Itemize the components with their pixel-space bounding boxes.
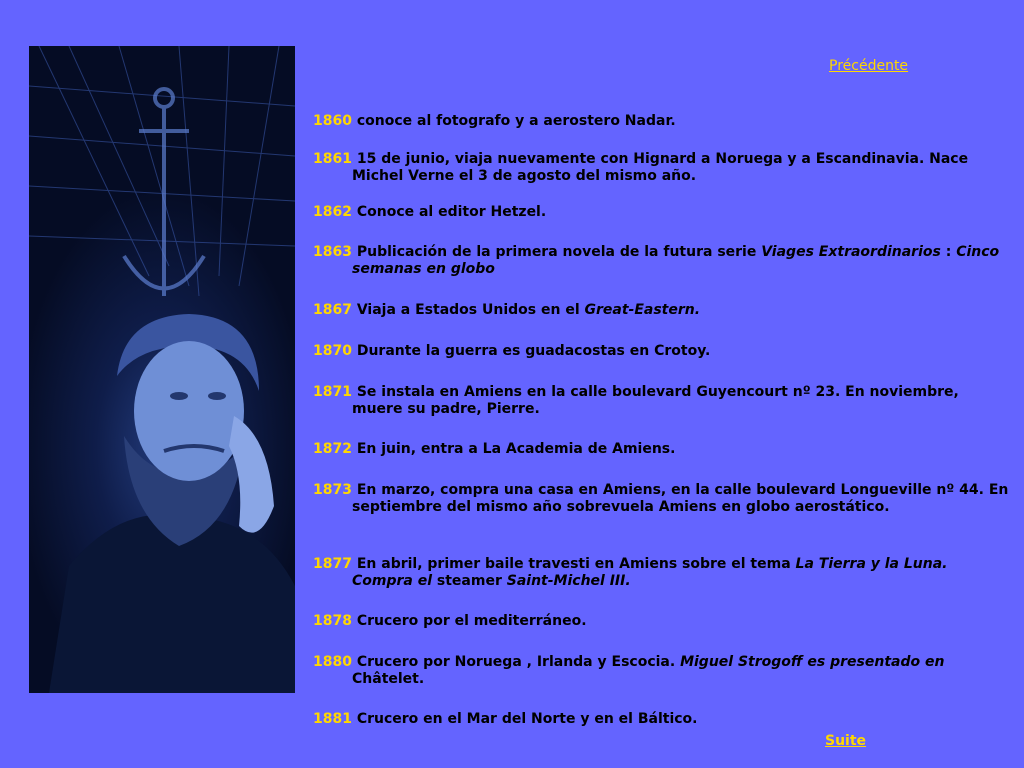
timeline-entry-1881 bbox=[313, 711, 1012, 728]
entry-year: 1873 bbox=[313, 482, 352, 498]
timeline-entry-1862 bbox=[313, 204, 1012, 221]
entry-year: 1881 bbox=[313, 711, 352, 727]
entry-year: 1861 bbox=[313, 151, 352, 167]
entry-text: conoce al fotografo y a aerostero Nadar. bbox=[351, 113, 676, 129]
entry-text: Viaja a Estados Unidos en el bbox=[351, 302, 585, 318]
entry-year: 1863 bbox=[313, 244, 352, 260]
previous-page-link[interactable]: Précédente bbox=[829, 58, 909, 74]
timeline-entry-1861 bbox=[313, 151, 1012, 185]
entry-text: En marzo, compra una casa en Amiens, en la calle boulevard Longueville nº 44. En septiembre del mismo año sobrevuela Amiens en globo aerostático. bbox=[351, 482, 1009, 515]
next-page-link[interactable]: Suite bbox=[825, 733, 867, 749]
entry-year: 1870 bbox=[313, 343, 352, 359]
entry-theme-title: La Tierra y la Luna. Compra el bbox=[352, 556, 948, 589]
entry-year: 1862 bbox=[313, 204, 352, 220]
entry-text: En abril, primer baile travesti en Amiens sobre el tema bbox=[351, 556, 796, 572]
timeline-entry-1878 bbox=[313, 613, 1012, 630]
timeline-entry-1873 bbox=[313, 482, 1012, 516]
timeline-entry-1872 bbox=[313, 441, 1012, 458]
entry-text: 15 de junio, viaja nuevamente con Hignard a Noruega y a Escandinavia. Nace Michel Verne el 3 de agosto del mismo año. bbox=[351, 151, 969, 184]
entry-text: Durante la guerra es guadacostas en Crotoy. bbox=[351, 343, 711, 359]
entry-text: Châtelet. bbox=[352, 671, 425, 687]
timeline-entry-1863 bbox=[313, 244, 1012, 278]
timeline-entry-1870 bbox=[313, 343, 1012, 360]
entry-year: 1867 bbox=[313, 302, 352, 318]
entry-text: Conoce al editor Hetzel. bbox=[351, 204, 547, 220]
timeline-entry-1880 bbox=[313, 654, 1012, 688]
entry-year: 1872 bbox=[313, 441, 352, 457]
entry-year: 1860 bbox=[313, 113, 352, 129]
entry-text: Se instala en Amiens en la calle boulevard Guyencourt nº 23. En noviembre, muere su padre, Pierre. bbox=[351, 384, 959, 417]
entry-year: 1877 bbox=[313, 556, 352, 572]
portrait-illustration bbox=[29, 46, 295, 693]
entry-text: Crucero en el Mar del Norte y en el Báltico. bbox=[351, 711, 698, 727]
entry-year: 1871 bbox=[313, 384, 352, 400]
jules-verne-portrait bbox=[29, 46, 295, 693]
entry-text: En juin, entra a La Academia de Amiens. bbox=[351, 441, 676, 457]
entry-book-title: Cinco semanas en globo bbox=[352, 244, 1000, 277]
entry-ship-name: Saint-Michel III. bbox=[506, 573, 631, 589]
entry-series-title: Viages Extraordinarios bbox=[761, 244, 941, 260]
entry-text: steamer bbox=[432, 573, 507, 589]
entry-year: 1880 bbox=[313, 654, 352, 670]
timeline-entry-1871 bbox=[313, 384, 1012, 418]
entry-text: Publicación de la primera novela de la futura serie bbox=[351, 244, 762, 260]
entry-text: Crucero por Noruega , Irlanda y Escocia. bbox=[351, 654, 681, 670]
entry-year: 1878 bbox=[313, 613, 352, 629]
timeline-entry-1867 bbox=[313, 302, 1012, 319]
entry-text: : bbox=[940, 244, 957, 260]
timeline-entry-1877 bbox=[313, 556, 1012, 590]
entry-play-title: Miguel Strogoff es presentado en bbox=[680, 654, 945, 670]
entry-ship-name: Great-Eastern. bbox=[584, 302, 701, 318]
timeline-entry-1860 bbox=[313, 113, 1012, 130]
entry-text: Crucero por el mediterráneo. bbox=[351, 613, 587, 629]
